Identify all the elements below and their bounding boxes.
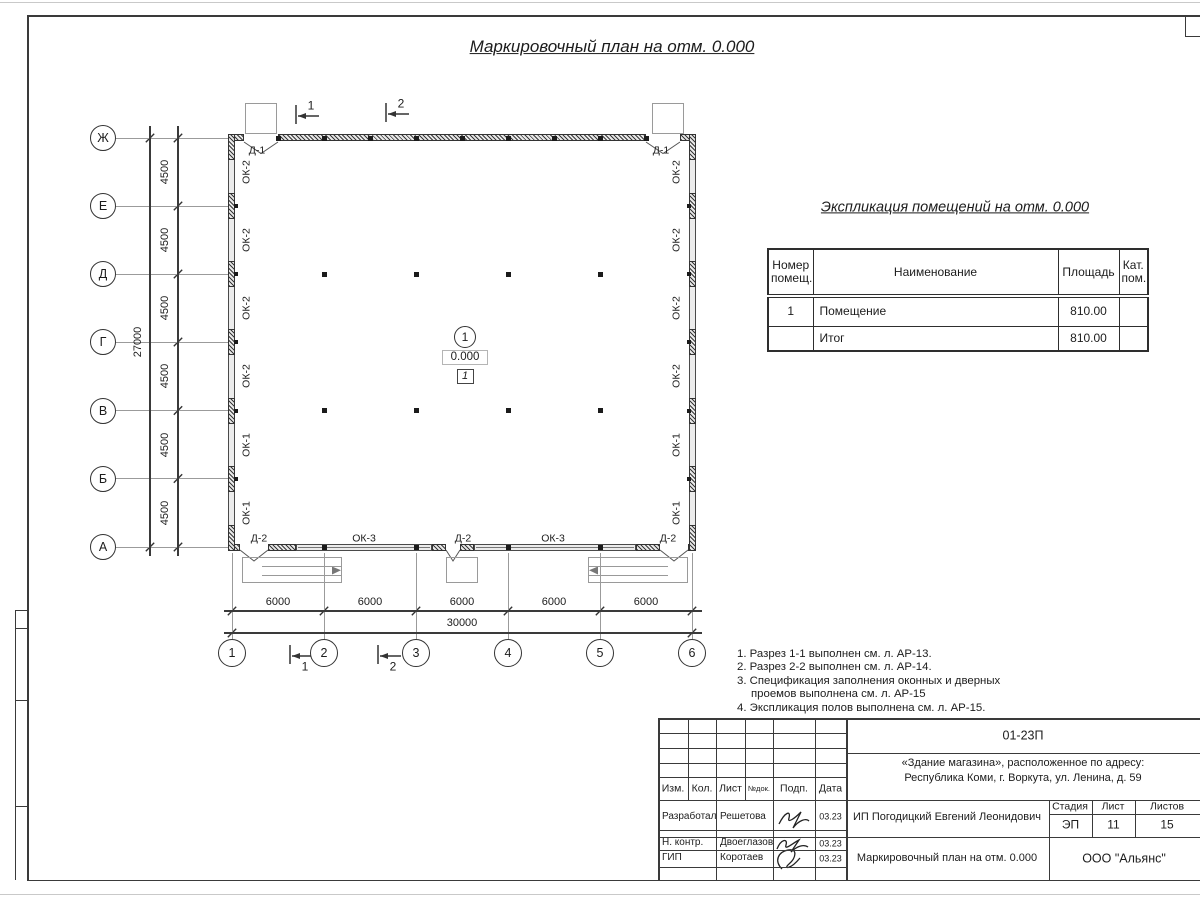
- row-axis-line-4: [116, 410, 228, 411]
- corner-stamp-bottom: [1185, 36, 1200, 37]
- col-axis-line-0: [232, 553, 233, 639]
- pilaster-bottom-0: [322, 545, 327, 550]
- row-axis-bubble-3: Г: [90, 329, 116, 355]
- window-label-right-1: ОК-2: [670, 228, 683, 252]
- dim-left-0: 4500: [159, 159, 172, 185]
- wall-bottom-hatch-5: [636, 544, 660, 551]
- titleblock-hline-11: [658, 867, 846, 868]
- dim-line-bottom-outer: [224, 632, 702, 633]
- pilaster-top-3: [414, 136, 419, 141]
- notes: [737, 648, 1077, 715]
- section-2-bottom-arrowhead: [380, 653, 388, 659]
- titleblock-vline-6: [846, 718, 848, 880]
- column-row-d-0: [322, 272, 327, 277]
- explication-cell-name: Итог: [813, 326, 1058, 351]
- ramp-left-line-2: [262, 575, 342, 576]
- sheet-value: 11: [1107, 817, 1120, 832]
- col-axis-line-3: [508, 553, 509, 639]
- window-tick-right-2: [687, 340, 691, 344]
- window-label-right-5: ОК-1: [670, 500, 683, 525]
- note-line: 3. Спецификация заполнения оконных и дверных: [737, 674, 1001, 687]
- tb-role-1: Н. контр.: [662, 837, 704, 849]
- pilaster-top-8: [644, 136, 649, 141]
- pilaster-top-5: [506, 136, 511, 141]
- window-tick-right-1: [687, 272, 691, 276]
- wall-bottom-hatch-4: [460, 544, 474, 551]
- tb-col-header-2: Лист: [719, 782, 742, 795]
- tb-role-2: ГИП: [662, 852, 682, 864]
- col-axis-bubble-2: 3: [402, 639, 430, 667]
- tb-col-header-4: Подп.: [780, 782, 808, 795]
- window-tick-left-4: [234, 477, 238, 481]
- margin-table-col: [15, 610, 16, 880]
- wall-left-hatch-top: [228, 134, 235, 160]
- ramp-bottom-left: [242, 557, 342, 583]
- col-axis-line-4: [600, 553, 601, 639]
- dim-left-3: 4500: [159, 363, 172, 389]
- titleblock-hline-8: [658, 830, 846, 831]
- row-axis-line-6: [116, 547, 228, 548]
- explication-cell-area: 810.00: [1058, 296, 1119, 326]
- window-label-right-3: ОК-2: [670, 364, 683, 388]
- porch-bottom-middle: [446, 557, 478, 583]
- frame-bottom: [27, 880, 1200, 882]
- object-line-1: «Здание магазина», расположенное по адресу:: [901, 757, 1145, 770]
- margin-table-row-3: [15, 806, 27, 807]
- col-axis-line-5: [692, 553, 693, 639]
- tb-col-header-5: Дата: [818, 782, 843, 795]
- explication-cell-area: 810.00: [1058, 326, 1119, 351]
- dim-line-left-outer: [149, 126, 150, 556]
- explication-col-header: Наименование: [813, 249, 1058, 296]
- tb-name-2: Коротаев: [720, 852, 764, 864]
- col-axis-bubble-1: 2: [310, 639, 338, 667]
- section-1-top-arrowhead: [298, 113, 306, 119]
- explication-cell-num: 1: [768, 296, 813, 326]
- company-name: ООО "Альянс": [1082, 850, 1166, 865]
- sheets-value: 15: [1160, 817, 1174, 832]
- note-line: 1. Разрез 1-1 выполнен см. л. АР-13.: [737, 648, 932, 660]
- tb-name-1: Двоеглазов: [720, 837, 774, 849]
- window-label-left-4: ОК-1: [240, 432, 253, 457]
- dim-left-4: 4500: [159, 432, 172, 457]
- titleblock-hline-7: [1049, 814, 1200, 815]
- window-label-left-1: ОК-2: [240, 228, 253, 252]
- titleblock-vline-2: [716, 718, 717, 880]
- glazing-line-1: [298, 547, 430, 548]
- frame-top: [27, 15, 1200, 17]
- titleblock-vline-5: [815, 718, 816, 880]
- paper-edge-top: [0, 2, 1200, 3]
- titleblock-hline-5: [658, 777, 846, 778]
- titleblock-vline-1: [688, 718, 689, 800]
- ramp-left-line-1: [262, 566, 342, 567]
- glazing-line-2: [476, 547, 634, 548]
- window-label-left-2: ОК-2: [240, 296, 253, 320]
- frame-left: [27, 15, 29, 881]
- titleblock-hline-2: [658, 733, 846, 734]
- section-1-bottom-arrowhead: [292, 653, 300, 659]
- dim-bottom-4: 6000: [633, 595, 659, 608]
- column-row-v-3: [598, 408, 603, 413]
- dim-bottom-0: 6000: [265, 595, 291, 608]
- client-name: ИП Погодицкий Евгений Леонидович: [853, 811, 1041, 824]
- pilaster-bottom-3: [598, 545, 603, 550]
- dim-left-total: 27000: [132, 326, 145, 358]
- tb-date-2: 03.23: [819, 852, 842, 863]
- row-axis-bubble-6: А: [90, 534, 116, 560]
- explication-row: [768, 326, 1148, 351]
- note-line: проемов выполнена см. л. АР-15: [751, 688, 926, 701]
- window-tick-left-0: [234, 204, 238, 208]
- column-row-d-2: [506, 272, 511, 277]
- titleblock-vline-4: [773, 718, 774, 880]
- porch-top-left: [245, 103, 277, 134]
- margin-table-row-1: [15, 628, 27, 629]
- object-line-2: Республика Коми, г. Воркута, ул. Ленина, д. 59: [904, 772, 1142, 785]
- wall-right-hatch-top: [689, 134, 696, 160]
- tb-date-1: 03.23: [819, 837, 842, 848]
- tb-name-0: Решетова: [720, 810, 766, 822]
- room-floor-mark: 1: [457, 369, 474, 384]
- pilaster-top-7: [598, 136, 603, 141]
- explication-cell-name: Помещение: [813, 296, 1058, 326]
- pilaster-top-4: [460, 136, 465, 141]
- col-axis-line-1: [324, 553, 325, 639]
- window-label-right-2: ОК-2: [670, 296, 683, 320]
- window-label-left-0: ОК-2: [240, 160, 253, 184]
- dim-bottom-2: 6000: [449, 595, 475, 608]
- column-row-d-1: [414, 272, 419, 277]
- titleblock-vline-7: [1049, 800, 1050, 880]
- explication-table: [767, 248, 1147, 352]
- pilaster-top-6: [552, 136, 557, 141]
- sheets-label: Листов: [1149, 800, 1185, 813]
- section-1-top-number: 1: [307, 98, 315, 113]
- titleblock-hline-3: [658, 748, 846, 749]
- explication-title: Экспликация помещений на отм. 0.000: [820, 199, 1090, 216]
- dim-bottom-3: 6000: [541, 595, 567, 608]
- pilaster-bottom-1: [414, 545, 419, 550]
- bottom-opening-label-4: Д-2: [659, 531, 677, 544]
- tb-date-0: 03.23: [819, 811, 842, 822]
- note-line: 2. Разрез 2-2 выполнен см. л. АР-14.: [737, 661, 932, 674]
- window-tick-left-2: [234, 340, 238, 344]
- window-label-right-4: ОК-1: [670, 432, 683, 457]
- signature-1: [779, 812, 809, 828]
- window-tick-left-3: [234, 409, 238, 413]
- pilaster-top-2: [368, 136, 373, 141]
- door-label-top-left: Д-1: [248, 143, 266, 156]
- wall-left-hatch-bottom: [228, 525, 235, 551]
- explication-cell-num: [768, 326, 813, 351]
- column-row-v-2: [506, 408, 511, 413]
- column-row-d-3: [598, 272, 603, 277]
- pilaster-top-0: [276, 136, 281, 141]
- paper-edge-bottom: [0, 894, 1200, 895]
- col-axis-bubble-3: 4: [494, 639, 522, 667]
- wall-right-hatch-bottom: [689, 525, 696, 551]
- titleblock-hline-0: [658, 718, 1200, 720]
- dim-bottom-1: 6000: [357, 595, 383, 608]
- note-line: 4. Экспликация полов выполнена см. л. АР-15.: [737, 701, 986, 714]
- section-2-bottom-number: 2: [389, 659, 397, 674]
- explication-cell-cat: [1119, 326, 1148, 351]
- tb-col-header-1: Кол.: [691, 782, 713, 795]
- row-axis-line-1: [116, 206, 228, 207]
- titleblock-vline-0: [658, 718, 660, 880]
- column-row-v-1: [414, 408, 419, 413]
- explication-table-grid: [767, 248, 1149, 352]
- drawing-title: Маркировочный план на отм. 0.000: [856, 851, 1038, 864]
- margin-table-row-2: [15, 700, 27, 701]
- dim-left-2: 4500: [159, 295, 172, 321]
- wall-bottom-hatch-3: [432, 544, 446, 551]
- pilaster-top-1: [322, 136, 327, 141]
- titleblock-vline-9: [1135, 800, 1136, 837]
- plan-title: Маркировочный план на отм. 0.000: [469, 37, 755, 57]
- dim-line-bottom-inner: [224, 610, 702, 611]
- window-label-left-3: ОК-2: [240, 364, 253, 388]
- titleblock-hline-4: [658, 763, 846, 764]
- margin-table-row-0: [15, 610, 27, 611]
- window-tick-right-4: [687, 477, 691, 481]
- doc-number: 01-23П: [1002, 727, 1044, 742]
- row-axis-line-5: [116, 478, 228, 479]
- row-axis-bubble-4: В: [90, 398, 116, 424]
- col-axis-line-2: [416, 553, 417, 639]
- window-label-left-5: ОК-1: [240, 500, 253, 525]
- row-axis-bubble-1: Е: [90, 193, 116, 219]
- bottom-opening-label-1: ОК-3: [352, 532, 376, 545]
- row-axis-bubble-5: Б: [90, 466, 116, 492]
- dim-bottom-total: 30000: [446, 616, 478, 629]
- bottom-opening-label-3: ОК-3: [541, 532, 565, 545]
- row-axis-line-0: [116, 138, 228, 139]
- stage-value: ЭП: [1061, 817, 1080, 832]
- row-axis-bubble-2: Д: [90, 261, 116, 287]
- room-number-bubble: 1: [454, 326, 476, 348]
- explication-col-header: Номер помещ.: [768, 249, 813, 296]
- wall-bottom-hatch-2: [268, 544, 296, 551]
- room-elevation: 0.000: [442, 350, 488, 365]
- tb-col-header-0: Изм.: [661, 782, 685, 795]
- bottom-opening-label-2: Д-2: [454, 532, 472, 545]
- dim-left-5: 4500: [159, 500, 172, 526]
- window-tick-left-1: [234, 272, 238, 276]
- explication-cell-cat: [1119, 296, 1148, 326]
- section-1-bottom-number: 1: [301, 659, 309, 674]
- section-2-top-number: 2: [397, 96, 405, 111]
- ramp-bottom-right: [588, 557, 688, 583]
- stage-label: Стадия: [1052, 800, 1088, 813]
- window-tick-right-0: [687, 204, 691, 208]
- col-axis-bubble-5: 6: [678, 639, 706, 667]
- titleblock-vline-3: [745, 718, 746, 800]
- window-label-right-0: ОК-2: [670, 160, 683, 184]
- door-label-top-right: Д-1: [652, 143, 670, 156]
- tb-col-header-3: №док.: [748, 784, 770, 794]
- dim-left-1: 4500: [159, 227, 172, 253]
- titleblock-vline-8: [1092, 800, 1093, 837]
- bottom-opening-label-0: Д-2: [250, 531, 268, 544]
- section-2-top-arrowhead: [388, 111, 396, 117]
- explication-col-header: Кат. пом.: [1119, 249, 1148, 296]
- titleblock-hline-10: [658, 850, 846, 851]
- row-axis-bubble-0: Ж: [90, 125, 116, 151]
- porch-top-right: [652, 103, 684, 134]
- tb-role-0: Разработал: [662, 810, 717, 822]
- window-tick-right-3: [687, 409, 691, 413]
- col-axis-bubble-0: 1: [218, 639, 246, 667]
- explication-row: [768, 296, 1148, 326]
- dim-line-left-inner: [177, 126, 178, 556]
- row-axis-line-2: [116, 274, 228, 275]
- sheet-label: Лист: [1101, 800, 1125, 813]
- corner-stamp-left: [1185, 15, 1186, 37]
- titleblock-hline-1: [846, 753, 1200, 754]
- col-axis-bubble-4: 5: [586, 639, 614, 667]
- explication-col-header: Площадь: [1058, 249, 1119, 296]
- column-row-v-0: [322, 408, 327, 413]
- pilaster-bottom-2: [506, 545, 511, 550]
